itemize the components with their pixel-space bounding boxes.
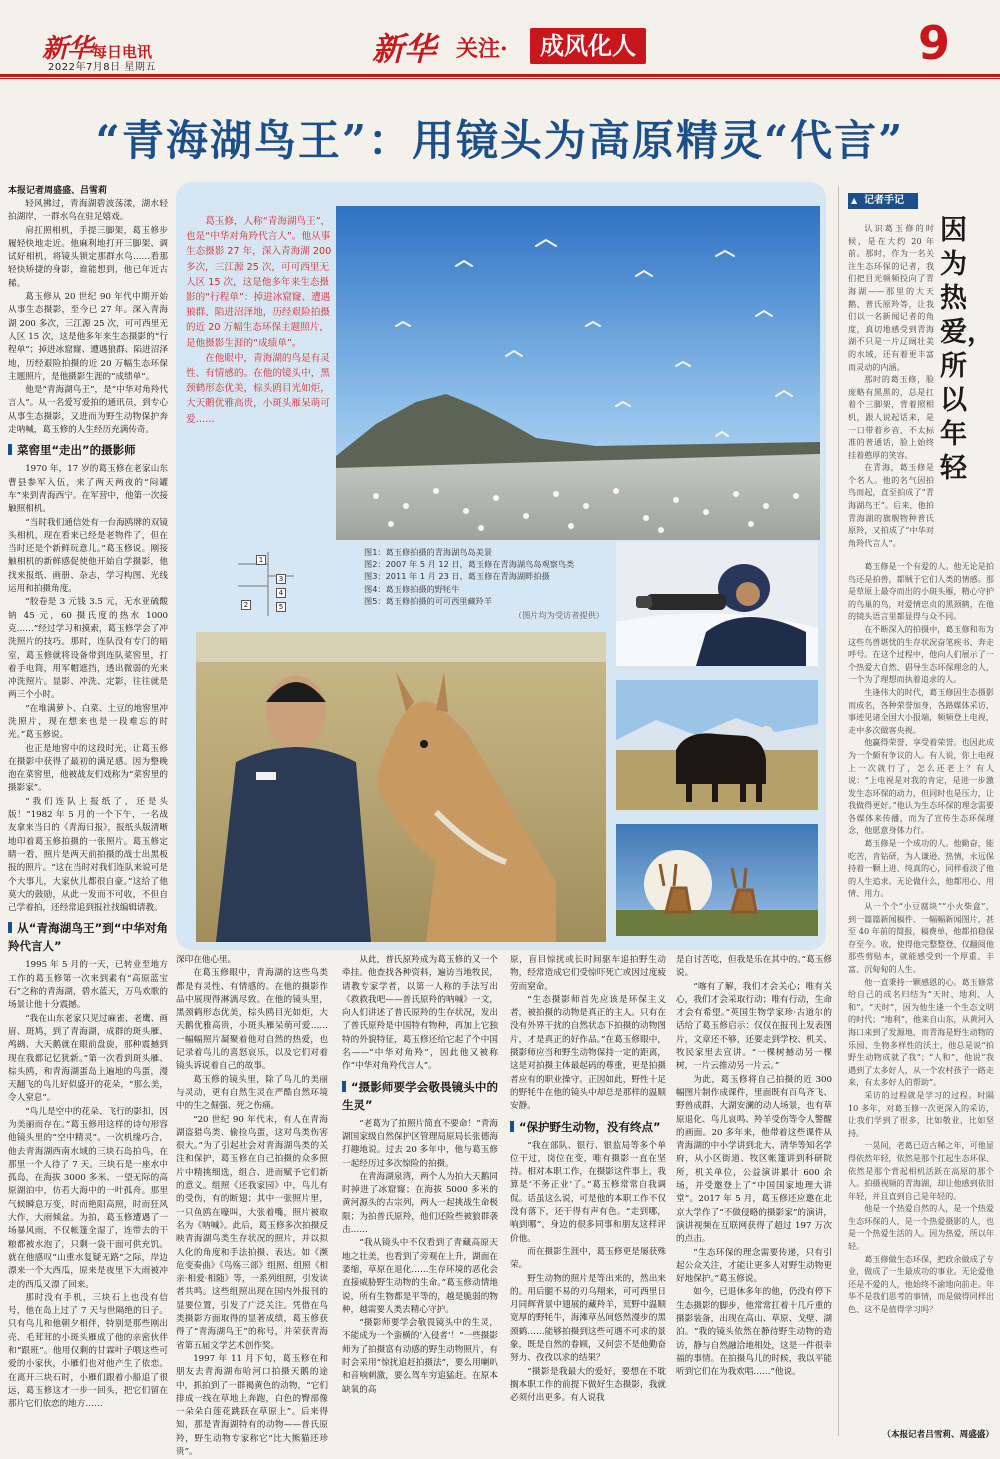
paragraph: “喀有了解，我们才会关心；唯有关心，我们才会采取行动；唯有行动，生命才会有希望。”英国生物学家珍·古道尔的话给了葛玉修启示：仅仅在报刊上发表图片，文章还不够，还要走到学校、机关、牧民家里去宣讲。“一棵树撼动另一棵树，一片云推动另一片云。” — [676, 981, 832, 1072]
headline: “青海湖鸟王”：用镜头为高原精灵“代言” — [95, 116, 905, 165]
paragraph: 他赢得荣誉、享受着荣誉。也因此成为一个颇有争议的人。有人说，你上电视上一次就行了，怎么还老上？有人说：“上电视是对我的肯定，是进一步激发生态环保的动力，但同时也是压力，让我做得更好。”他认为生态环保的理念需要各媒体来传播，而为了宣传生态环保理念，他愿意身体力行。 — [848, 737, 994, 836]
article-column-3 — [176, 954, 328, 1457]
paragraph: 在青海，葛玉修是个名人。他的名气因拍鸟而起，直至拍成了“青海湖鸟王”。后来，他拍青海湖的旗舰物种普氏原羚，又拍成了“中华对角羚代言人”。 — [848, 462, 934, 548]
paragraph: 肩扛照相机，手提三脚架，葛玉修步履轻快地走近。他麻利地打开三脚架、调试好相机，将镜头锁定那群水鸟……看那轻快矫捷的身影，谁能想到，他已年近古稀。 — [8, 225, 168, 289]
editor-note-column-top — [848, 222, 934, 552]
paragraph: 野生动物的照片是等出来的，然出来的。用后腿不易的刃乌翔来，可可西里日月同辉背景中翅展的藏羚羊，荒野中温顺宽厚的野牦牛，海滩草丛间悠然漫步的黑颈鹤……能够拍摄到这些可遇不可求的景象，既是自然的眷顾，又何尝不是他勤奋努力、孜孜以求的结果？ — [510, 1273, 666, 1364]
paragraph: 葛玉修的镜头里，除了鸟儿的美丽与灵动，更有自然生灵在严酷自然环境中的生之倔强、死之伤痛。 — [176, 1074, 328, 1112]
paragraph: “摄影师要学会敬畏镜头中的生灵，不能成为一个蛮横的‘入侵者’！”一些摄影师为了拍摄富有动感的野生动物照片，有时会采用“惊扰追赶拍摄法”，要么用喇叭和音响刺激，要么驾车穷追猛赶。在原本缺氧的高 — [342, 1318, 498, 1395]
photo-antelope-moon — [616, 824, 818, 936]
paragraph: “生态摄影师首先应该是环保主义者，被拍摄的动物是真正的主人。只有在没有外界干扰的自然状态下拍摄的动物图片，才是真正的好作品。”在葛玉修眼中，摄影师应当和野生动物保持一定的距离，这是对拍摄主体最起码的尊重，更是拍摄者应有的职业操守。正因如此，野性十足的野牦牛在他的镜头中却总是那样的温顺安静。 — [510, 994, 666, 1112]
issue-date: 2022年7月8日 星期五 — [48, 62, 156, 73]
photo-index-diagram — [238, 552, 294, 616]
paragraph: 他是一个热爱自然的人，是一个热爱生态环保的人，是一个热爱摄影的人，也是一个热爱生活的人。因为热爱，所以年轻。 — [848, 1203, 994, 1252]
paragraph: “胶卷是 3 元钱 3.5 元，无水亚硫酸钠 45 元，60 摄氏度的热水 1000 克……”经过学习和摸索，葛玉修学会了冲洗照片的技巧。那时，连队没有专门的暗室，葛玉修就将设备带到连队菜窖里，打着手电筒，用军帽遮挡，透出微弱的光来冲洗照片。显影、冲洗、定影，往往就是两三个小时。 — [8, 597, 168, 701]
paragraph: “当时我们通信处有一台海鸥牌的双镜头相机，现在看来已经是老物件了，但在当时还是个新鲜玩意儿。”葛玉修说。刚接触相机的新鲜感促使他开始自学摄影，他找来报纸、画册、杂志，学习构图、光线运用和拍摄角度。 — [8, 517, 168, 595]
editor-note-tag: ▲ 记者手记 — [848, 193, 918, 209]
paragraph: 为此，葛玉修将自己拍摄的近 300 幅图片制作成课件，里面既有百鸟齐飞、野兽成群、大湖安澜的动人场景，也有草原退化、鸟儿哀鸣、羚羊受伤等令人警醒的画面。20 多年来，他带着这些课件从青海湖的中小学讲到北大、清华等知名学府，从小区街道、牧区帐篷讲到科研院所，机关单位，公益演讲累计 600 余场，并受邀登上了“中国国家地理大讲堂”。2017 年 5 月，葛玉修还应邀在北京大学作了“不做侵略的摄影家”的演讲，演讲视频在互联网获得了超过 197 万次的点击。 — [676, 1074, 832, 1245]
photo-credit: （图片均为受访者提供） — [513, 610, 604, 621]
photo-wild-yak — [616, 680, 818, 810]
paragraph: 1970 年，17 岁的葛玉修在老家山东曹县参军入伍，来了两天两夜的“闷罐车”来到青海西宁。在军营中，他第一次接触照相机。 — [8, 464, 168, 515]
paragraph: “我在部队、银行、银监局等多个单位干过，岗位在变，唯有摄影一直在坚持。相对本职工作，在摄影这件事上，我算是‘不务正业’了。”葛玉修常常自我调侃。话虽这么说，可是他的本职工作不仅没有落下，还干得有声有色。“走到哪，响到哪”，身边的很多同事和朋友这样评价他。 — [510, 1140, 666, 1244]
photo-bird-island — [336, 206, 820, 540]
paragraph: 深印在他心里。 — [176, 955, 237, 965]
paragraph: “20 世纪 90 年代末，有人在青海湖盗猎鸟类、偷捡鸟蛋，这对鸟类伤害很大。”为了引起社会对青海湖鸟类的关注和保护，葛玉修在自己拍摄的众多照片中精挑细选，组合、进而赋予它们新的意义。组照《还我家园》中，鸟儿有的受伤，有的断翅；其中一张照片里，一只鱼鸥在嚎叫，大张着嘴，照片被取名为《呐喊》。此后，葛玉修多次拍摄反映青海湖鸟类生存状况的照片，并以拟人化的角度和手法拍摄、表达。如《濒危变奏曲》《鸟殇三部》组照、组照《相亲·相爱·相随》等，一系列组照，引发读者共鸣。这些组照出现在国内外报刊的显要位置，引发了广泛关注。凭借在鸟类摄影方面取得的显著成绩，葛玉修获得了“青海湖鸟王”的称号，并荣获青海省第五届文学艺术创作奖。 — [176, 1114, 328, 1351]
paragraph: 葛玉修是一个有爱的人。他无论是拍鸟还是拍兽，都贼于它们人类的情感。那是草原上最夺而出的小斑头雁，精心守护的鸟巢的鸟，对爱情忠贞的黑颈鹤，在他的镜头语言里都显得与众不同。 — [848, 561, 994, 622]
paragraph: 轻风拂过，青海湖碧波荡漾，湖水轻拍湖岸，一群水鸟在驻足嬉戏。 — [8, 199, 168, 223]
photo-index-1: 1 — [256, 555, 266, 565]
paragraph: 采访的过程就是学习的过程。时隔 10 多年，对葛玉修一次更深入的采访，让我们学到了很多，比如敬业，比如坚持。 — [848, 1089, 994, 1138]
paragraph: 1995 年 5 月的一天，已转业至地方工作的葛玉修第一次来到素有“高原蓝宝石”之称的青海湖，碧水蓝天，万鸟欢歌的场景让他十分震撼。 — [8, 960, 168, 1011]
paragraph: 认识葛玉修的时候，是在大约 20 年前。那时，作为一名关注生态环保的记者，我们把目光频频投向了青海湖——那里的大天鹅、普氏原羚等，让我们以一名新闻记者的角度，真切地感受到青海湖不只是一片辽阔壮美的水域，还有着更丰富而灵动的内涵。 — [848, 223, 934, 372]
paragraph: 如今，已退休多年的他，仍没有停下生态摄影的脚步，他常常扛着十几斤重的摄影装备，出现在高山、草原、戈壁、湖泊。“我的镜头依然在静待野生动物的造访，静与自然融洽地相处，这是一件很幸福的事情。在拍摄鸟儿的时候，我以平能听到它们在为我欢唱……”他说。 — [676, 1287, 832, 1378]
paragraph: 从此，普氏原羚成为葛玉修的又一个牵挂。他查找各种资料，遍访当地牧民，请教专家学者，以第一人称的手法写出《救救我吧——普氏原羚的呐喊》一文，向人们讲述了普氏原羚的生存状况，发出了普氏原羚是中国特有物种，再加上它独特的外貌特征，葛玉修还给它起了个中国名——“中华对角羚”，因此他又被称作“中华对角羚代言人”。 — [342, 955, 498, 1072]
photo-index-4: 4 — [276, 588, 286, 598]
intro-text — [186, 214, 334, 427]
newspaper-logo: 新华每日电讯 — [42, 34, 153, 64]
paragraph: 葛玉修是一个成功的人。他勤奋，能吃苦，肯钻研，为人谦逊、热情，永远保持着一颗上进、纯真的心，同样看淡了他的人生追求。无论做什么，他都用心、用情、用力。 — [848, 838, 994, 899]
header-rule-thin — [0, 78, 1000, 79]
paragraph: 在不断深入的拍摄中，葛玉修和布为这些鸟兽堪忧的生存状况奋笔疾书、奔走呼号。在这个过程中，他向人们展示了一个热爱大自然、倡导生态环保理念的人，一个为了理想而执着追求的人。 — [848, 623, 994, 685]
editor-note-credit: （本报记者吕雪莉、周盛盛） — [882, 1430, 994, 1440]
paragraph: 一晃间，老葛已迈古稀之年，可他显得依然年轻，依然是那个扛起生态环保、依然是那个背起相机活跃在高原的那个人。拍摄视频的青海湖，却让他感到依旧年轻，并且直到自己是年轻的。 — [848, 1140, 994, 1201]
paragraph: “我在山东老家只见过麻雀、老鹰、画眉、斑鸠，到了青海湖，成群的斑头雁、鸬鹚、大天鹅就在眼前盘旋，那种震撼到现在我都记忆犹新。”第一次看到斑头雁、棕头鸥，和青海湖蛋岛上遍地的鸟蛋，漫天翻飞的鸟儿好似盛开的花朵，“那么美，令人窒息”。 — [8, 1013, 168, 1104]
intro-paragraph: 在他眼中，青海湖的鸟是有灵性、有情感的。在他的镜头中，黑颈鹤形态优美，棕头鸥目光如炬，大天鹅优雅高贵，小斑头雁呆萌可爱…… — [186, 352, 330, 425]
paragraph: 他一直秉持一颗感恩的心。葛玉修常给自己的成名归结为“天时、地利、人和”。“天时”，因为他生逢一个生态文明的时代；“地利”，他来自山东，从黄河入海口来到了发源地，而青海是野生动物的乐园、生物多样性的沃土，他总是说“拍野生动物成就了我”；“人和”，他说“我遇到了太多好人，从一个农村孩子一路走来，有太多好人的帮助”。 — [848, 976, 994, 1088]
paragraph: 他是“青海湖鸟王”，是“中华对角羚代言人”。从一名爱写爱拍的通讯员，到专心从事生态摄影，又进而为野生动物保护奔走呐喊，葛玉修的人生经历充满传奇。 — [8, 385, 168, 436]
caption: 图4：葛玉修拍摄的野牦牛 — [364, 583, 460, 594]
paragraph: 从一个个“小豆腐块”“小火柴盒”，到一篇篇新闻稿件、一幅幅新闻图片，甚至 40 年前的简报，稿费单，他都拍稳保存至今。收，使得他完整整登、仅翻阅他那些剪贴本，就能感受到一个厚重、丰富、沉甸甸的人生。 — [848, 901, 994, 974]
paragraph: 在葛玉修眼中，青海湖的这些鸟类都是有灵性、有情感的。在他的摄影作品中展现得淋漓尽致。在他的镜头里，黑颈鹤形态优美，棕头鸥目光如炬，大天鹅优雅高贵，小斑头雁呆萌可爱……一幅幅照片凝聚着他对自然的热爱，也记录着鸟儿的喜怒哀乐，以及它们对着镜头诉说着自己的故事。 — [176, 968, 328, 1072]
column-divider — [838, 186, 839, 1436]
page-number: 9 — [918, 16, 951, 70]
paragraph: 那时的葛玉修，脸庞略有黑黑的，总是扛着个三脚架，背着照相机，跟人说起话来，是一口带着乡音、不太标准的普通话，脸上始终挂着憨厚的笑容。 — [848, 374, 934, 460]
photo-index-5: 5 — [276, 602, 286, 612]
paragraph: 那时没有手机，三块石上也没有信号，他在岛上过了 7 天与世隔绝的日子。只有鸟儿和他朝夕相伴，特别是那些刚出壳、毛茸茸的小斑头雁成了他的亲密伙伴和“跟班”。他用仅剩的甘霖叶子喂这些可爱的小家伙，小雁们也对他产生了依恋。在离开三块石时，小雁们跟着小船追了很远，葛玉修这才一步一回头，把它们留在那片它们依恋的地方…… — [8, 1292, 168, 1410]
article-column-4 — [342, 954, 498, 1438]
section-tag: 成风化人 — [530, 28, 646, 64]
editor-note-column — [848, 560, 994, 1424]
editor-note-title: 因为热爱，所以年轻 — [940, 215, 994, 484]
paragraph: “鸟儿是空中的花朵、飞行的影扣，因为美丽而存在。”葛玉修用这样的诗句形容他镜头里的“空中精灵”。一次机缘巧合，他去青海湖西南水域的三块石岛拍鸟，在那里一个人待了 7 天。三块石是一座水中孤岛，在海拔 3000 多米、一望无际的高原湖泊中，仿若大海中的一叶孤舟。那里气候瞬息万变，时而艳阳高照，时而狂风大作，大雨倾盆。为拍，葛玉修遭遇了一场暴风雨，不仅帐篷全湿了，连带去的干粮都被水泡了，只剩一袋干面可供充饥。就在他感叹“山重水复疑无路”之际，岸边漂来一个大西瓜，原来是夜里下大雨被冲走的西瓜又漂了回来。 — [8, 1106, 168, 1290]
paragraph: 1997 年 11 月下旬，葛玉修在和朋友去青海湖布哈河口拍摄天鹅的途中，抓拍到了一群褐黄色的动物，“它们排成一线在草地上奔跑，白色的臀部像一朵朵白莲花跳跃在草原上”。后来得知，那是青海湖特有的动物——普氏原羚，野生动物专家称它“比大熊猫还珍贵”。 — [176, 1353, 328, 1457]
paragraph: 原，盲目惊扰或长时间驱车追拍野生动物，经常造成它们受惊吓死亡或因过度疲劳而窒命。 — [510, 955, 666, 992]
article-column-6 — [676, 954, 832, 1438]
article-column-1 — [8, 198, 168, 1436]
caption: 图3：2011 年 1 月 23 日，葛玉修在青海湖畔拍摄 — [364, 571, 550, 582]
article-column-5 — [510, 954, 666, 1438]
caption: 图1：葛玉修拍摄的青海湖鸟岛美景 — [364, 547, 493, 557]
photo-photographer-lying — [616, 542, 818, 666]
subheading: 菜窖里“走出”的摄影师 — [8, 437, 168, 463]
paragraph: 葛玉修从 20 世纪 90 年代中期开始从事生态摄影，至今已 27 年。深入青海湖 200 多次，三江源 25 次，可可西里无人区 15 次，这是他多年来生态摄影的“行程单”；掉进冰窟窿、遭遇狼群、陷进沼泽地，历经艰险拍摄的近 20 万幅生态环保主题照片，是他摄影生涯的“成绩单”。 — [8, 292, 168, 382]
paragraph: 在青海湖泉湾，两个人为拍大天鹅同时掉进了冰窟窿；在海拔 5000 多米的黄河源头的古宗列，两人一起挑战生命极限；为拍普氏原羚，他们还险些被狼群袭击…… — [342, 1171, 498, 1236]
caption: 图2：2007 年 5 月 12 日，葛玉修在青海湖鸟岛观察鸟类 — [364, 559, 575, 570]
section-focus: 关注· — [456, 36, 508, 62]
paragraph: 是自讨苦吃，但我是乐在其中的。”葛玉修说。 — [676, 955, 832, 979]
byline: 本报记者周盛盛、吕雪莉 — [8, 186, 108, 196]
intro-paragraph: 葛玉修，人称“青海湖鸟王”，也是“中华对角羚代言人”。他从事生态摄影 27 年，深入青海湖 200 多次，三江源 25 次，可可西里无人区 15 次，这是他多年来生态摄影的“行程单”：掉进冰窟窿、遭遇狼群、陷进沼泽地，历经艰险拍摄的近 20 万幅生态环保主题照片，是他摄影生涯的“成绩单”。 — [186, 216, 332, 349]
paragraph: 葛玉修做生态环保，把政余做成了专业，做成了一生最成功的事业。无论爱他还是不爱的人，他始终不渝地向前走。年华不是我们思考的事情，而是做得同样出色、这不是值得学习吗？ — [848, 1253, 994, 1315]
paragraph: “生态环保的理念需要传递，只有引起公众关注，才能让更多人对野生动物更好地保护。”葛玉修说。 — [676, 1247, 832, 1285]
paragraph: 也正是地窖中的这段时光，让葛玉修在摄影中获得了最初的满足感。因为整晚泡在菜窖里，他被战友们戏称为“菜窖里的摄影家”。 — [8, 743, 168, 794]
subheading: 从“青海湖鸟王”到“中华对角羚代言人” — [8, 915, 168, 959]
subheading: “摄影师要学会敬畏镜头中的生灵” — [342, 1074, 498, 1118]
paragraph: “老葛为了拍照片简直不要命！”青海湖国家级自然保护区管理局原局长张德海打趣地说。过去 20 多年中，他与葛玉修一起经历过多次惊险的拍摄。 — [342, 1118, 498, 1169]
paragraph: “我从镜头中不仅看到了青藏高原天地之壮美，也看到了旁观在上升，湖面在萎缩，草原在退化……生存环境的恶化会直接威胁野生动物的生命。”葛玉修动情地说，所有生物都是平等的，越是脆弱的物种，越需要人类去精心守护。 — [342, 1238, 498, 1315]
paragraph: “我们连队上报纸了，还是头版！”1982 年 5 月的一个下午，一名战友拿来当日的《青海日报》，报纸头版清晰地印着葛玉修拍摄的一张照片。葛玉修定睛一看，照片是两天前拍摄的战士出黑板报的照片。“这在当时对我们连队来说可是个大事儿，大家伙儿都很自豪。”这给了他莫大的鼓励，从此一发而不可收，不但自己学着拍，还经常追到报社找编辑请教。 — [8, 796, 168, 914]
section-brand: 新华 — [372, 30, 437, 68]
photo-man-with-gazelle — [196, 632, 606, 942]
subheading: “保护野生动物，没有终点” — [510, 1114, 666, 1140]
photo-captions — [364, 546, 604, 621]
photo-index-2: 2 — [241, 600, 251, 610]
paragraph: 而在摄影生涯中，葛玉修更是屡获殊荣。 — [510, 1246, 666, 1271]
header-rule — [0, 74, 1000, 77]
paragraph: “摄影是我最大的爱好，要想在不耽搁本职工作的前提下做好生态摄影，我就必须付出更多。有人说我 — [510, 1366, 666, 1404]
photo-index-3: 3 — [276, 574, 286, 584]
paragraph: “在堆满萝卜、白菜、土豆的地窖里冲洗照片，现在想来也是一段难忘的时光。”葛玉修说。 — [8, 703, 168, 741]
paragraph: 生逢伟大的时代，葛玉修因生态摄影而成名，各种荣誉加身，各路媒体采访，事迹见诸全国大小报端，频频登上电视，走中多次做客央视。 — [848, 686, 994, 735]
caption: 图5：葛玉修拍摄的可可西里藏羚羊 — [364, 595, 493, 606]
